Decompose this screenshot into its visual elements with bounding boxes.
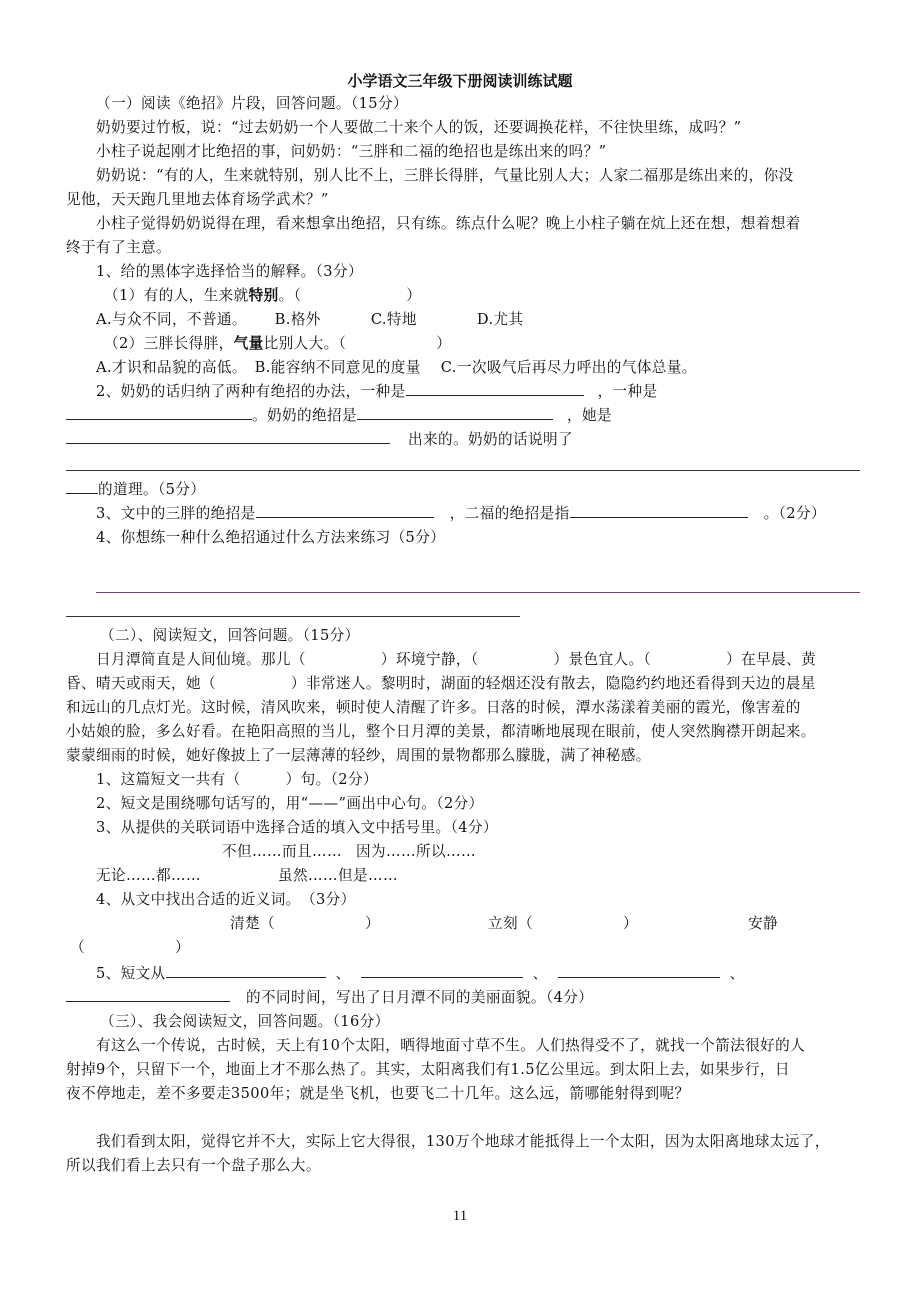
- answer-blank[interactable]: [66, 407, 252, 420]
- question-text: 3、文中的三胖的绝招是: [96, 505, 256, 522]
- question-2: [96, 382, 658, 402]
- section1-para: 奶奶说：“有的人，生来就特别，别人比不上，三胖长得胖，气量比别人大；人家二福那是练出来的，你没: [96, 167, 794, 184]
- question-1: 1、给的黑体字选择恰当的解释。（3分）: [96, 263, 363, 280]
- answer-bracket: （ ）: [70, 939, 190, 956]
- answer-blank[interactable]: [66, 431, 390, 444]
- answer-line[interactable]: [66, 616, 520, 617]
- question-1: 1、这篇短文一共有（ ）句。（2分）: [96, 771, 378, 788]
- word-choice: 无论……都……: [96, 867, 201, 884]
- answer-blank[interactable]: [558, 965, 720, 978]
- section2-para: 小姑娘的脸，多么好看。在艳阳高照的当儿，整个日月潭的美景，都清晰地展现在眼前，使人突然胸襟开朗起来。: [66, 723, 816, 740]
- question-4: 4、从文中找出合适的近义词。 （3分）: [96, 891, 356, 908]
- question-text: 的不同时间，写出了日月潭不同的美丽面貌。（4分）: [246, 989, 594, 1006]
- synonym-item: 清楚（ ）: [230, 915, 380, 932]
- answer-blank[interactable]: [66, 481, 98, 494]
- options: A.与众不同，不普通。 B.格外 C.特地 D.尤其: [96, 311, 524, 328]
- question-5-cont: [66, 988, 593, 1008]
- answer-bracket: 。（ ）: [278, 287, 422, 304]
- section1-heading: （一）阅读《绝招》片段，回答问题。（15分）: [96, 95, 408, 112]
- section1-para: 小柱子说起刚才比绝招的事，问奶奶：“三胖和二福的绝招也是练出来的吗？”: [96, 143, 607, 160]
- word-choice: 因为……所以……: [356, 843, 476, 860]
- question-2-end: [66, 480, 205, 500]
- question-1-part-1: [104, 286, 421, 306]
- section2-para: 日月潭简直是人间仙境。那儿（ ）环境宁静，（ ）景色宜人。（ ）在早晨、黄: [96, 651, 817, 668]
- question-3: 3、从提供的关联词语中选择合适的填入文中括号里。（4分）: [96, 819, 498, 836]
- question-5: [96, 964, 755, 984]
- section1-para: 见他，天天跑几里地去体育场学武术？”: [66, 191, 329, 208]
- question-text: 的道理。（5分）: [98, 481, 206, 498]
- bold-word: 特别: [248, 287, 279, 304]
- question-text: （1）有的人，生来就: [104, 287, 249, 304]
- answer-blank[interactable]: [406, 383, 584, 396]
- separator: 、: [335, 965, 351, 982]
- question-2: 2、短文是围绕哪句话写的，用“——”画出中心句。（2分）: [96, 795, 484, 812]
- question-text: ，二福的绝招是指: [449, 505, 570, 522]
- question-text: ，一种是: [597, 383, 658, 400]
- options: A.才识和品貌的高低。 B.能容纳不同意见的度量 C.一次吸气后再尽力呼出的气体总量。: [96, 359, 697, 376]
- word-choice: 虽然……但是……: [278, 867, 398, 884]
- synonym-item: 安静: [748, 915, 778, 932]
- question-3: [96, 504, 826, 524]
- question-text: ，她是: [566, 407, 612, 424]
- answer-blank[interactable]: [357, 407, 553, 420]
- answer-blank[interactable]: [166, 965, 326, 978]
- section3-para: 射掉9个，只留下一个，地面上才不那么热了。其实，太阳离我们有1.5亿公里远。到太阳上去，如果步行，日: [66, 1061, 790, 1078]
- answer-bracket: 比别人大。（ ）: [263, 335, 452, 352]
- question-text: 5、短文从: [96, 965, 166, 982]
- answer-blank[interactable]: [256, 505, 434, 518]
- answer-blank[interactable]: [570, 505, 748, 518]
- separator: 、: [532, 965, 548, 982]
- answer-blank[interactable]: [66, 989, 230, 1002]
- section2-para: 和远山的几点灯光。这时候，清风吹来，顿时使人清醒了许多。日落的时候，潭水荡漾着美丽的霞光，像害羞的: [66, 699, 801, 716]
- section3-para: 所以我们看上去只有一个盘子那么大。: [66, 1157, 321, 1174]
- answer-blank[interactable]: [361, 965, 523, 978]
- answer-line[interactable]: [66, 470, 860, 471]
- section1-para: 奶奶要过竹板，说：“过去奶奶一个人要做二十来个人的饭，还要调换花样，不往快里练，成吗？”: [96, 119, 742, 136]
- question-1-part-2: [104, 334, 451, 354]
- section3-heading: （三）、我会阅读短文，回答问题。（16分）: [100, 1013, 390, 1030]
- answer-line[interactable]: [96, 592, 860, 593]
- word-choice: 不但……而且……: [222, 843, 342, 860]
- question-2-cont: [66, 430, 573, 450]
- question-text: 出来的。奶奶的话说明了: [408, 431, 573, 448]
- section3-para: 我们看到太阳，觉得它并不大，实际上它大得很，130万个地球才能抵得上一个太阳，因为太阳离地球太远了，: [96, 1133, 830, 1150]
- separator: 、: [729, 965, 745, 982]
- section2-heading: （二）、阅读短文，回答问题。（15分）: [100, 627, 360, 644]
- section2-para: 蒙蒙细雨的时候，她好像披上了一层薄薄的轻纱，周围的景物都那么朦胧，满了神秘感。: [66, 747, 651, 764]
- question-2-cont: [66, 406, 612, 426]
- question-text: 2、奶奶的话归纳了两种有绝招的办法，一种是: [96, 383, 406, 400]
- question-text: （2）三胖长得胖，: [104, 335, 234, 352]
- section2-para: 昏、晴天或雨天，她（ ）非常迷人。黎明时，湖面的轻烟还没有散去，隐隐约约地还看得到天边的晨星: [66, 675, 816, 692]
- section1-para: 小柱子觉得奶奶说得在理，看来想拿出绝招，只有练。练点什么呢？晚上小柱子躺在炕上还在想，想着想着: [96, 215, 801, 232]
- page-number: 11: [452, 1208, 468, 1224]
- page-title: 小学语文三年级下册阅读训练试题: [347, 72, 573, 90]
- synonym-item: 立刻（ ）: [488, 915, 638, 932]
- question-4: 4、你想练一种什么绝招通过什么方法来练习（5分）: [96, 529, 446, 546]
- section3-para: 有这么一个传说，古时候，天上有10个太阳，晒得地面寸草不生。人们热得受不了，就找一个箭法很好的人: [96, 1037, 806, 1054]
- section1-para: 终于有了主意。: [66, 239, 171, 256]
- bold-word: 气量: [233, 335, 264, 352]
- section3-para: 夜不停地走，差不多要走3500年；就是坐飞机，也要飞二十几年。这么远，箭哪能射得到呢？: [66, 1085, 690, 1102]
- question-text: 。奶奶的绝招是: [252, 407, 357, 424]
- question-text: 。（2分）: [763, 505, 826, 522]
